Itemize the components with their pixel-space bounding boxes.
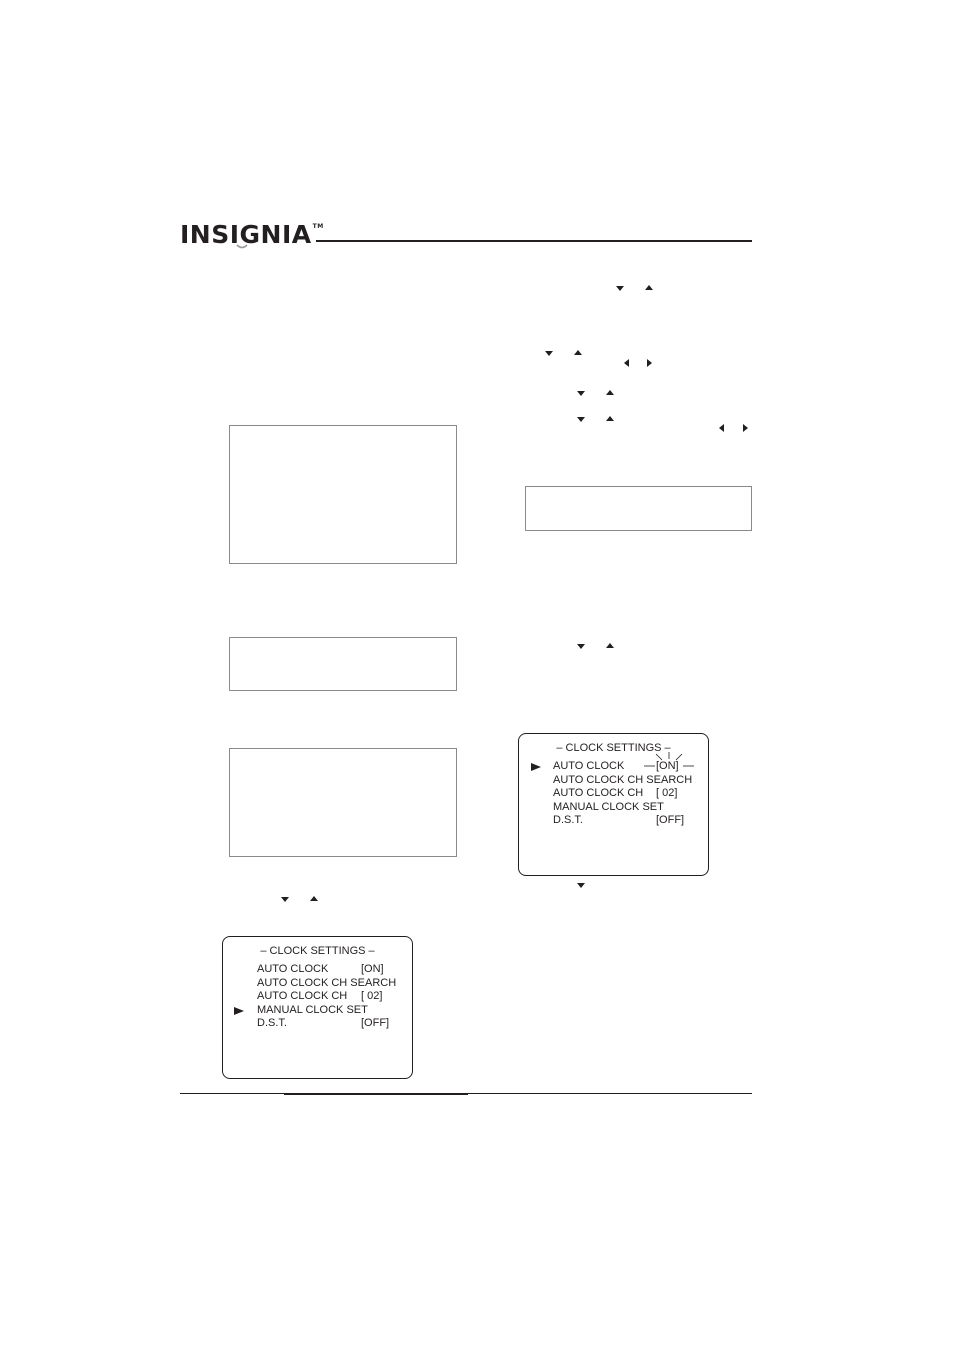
menu-item-dst: D.S.T.: [553, 814, 583, 826]
logo-swoosh-icon: [236, 243, 248, 251]
down-arrow-icon: [577, 883, 585, 888]
menu-value-dst: [OFF]: [656, 814, 685, 826]
up-arrow-icon: [606, 390, 614, 395]
menu-item-auto-clock-ch-search: AUTO CLOCK CH SEARCH: [553, 774, 693, 786]
down-arrow-icon: [577, 391, 585, 396]
right-arrow-icon: [647, 359, 652, 367]
figure-box-3: [229, 748, 457, 857]
header-rule: [316, 240, 752, 242]
menu-item-manual-clock-set: MANUAL CLOCK SET: [553, 801, 664, 813]
menu-value-auto-clock: [ON]: [361, 963, 384, 975]
down-arrow-icon: [545, 351, 553, 356]
trademark: TM: [312, 223, 324, 230]
footer-rule-accent: [284, 1093, 468, 1095]
menu-cursor-icon: [531, 763, 541, 771]
down-arrow-icon: [616, 286, 624, 291]
clock-settings-screen-right: [518, 733, 709, 876]
up-arrow-icon: [606, 643, 614, 648]
down-arrow-icon: [281, 897, 289, 902]
menu-value-dst: [OFF]: [361, 1017, 390, 1029]
menu-cursor-icon: [234, 1007, 244, 1015]
menu-item-auto-clock-ch: AUTO CLOCK CH: [553, 787, 644, 799]
figure-box-1: [229, 425, 457, 564]
menu-item-auto-clock-ch-search: AUTO CLOCK CH SEARCH: [257, 977, 397, 989]
screen-title: – CLOCK SETTINGS –: [556, 742, 671, 754]
menu-value-auto-clock-ch: [ 02]: [656, 787, 678, 799]
blinking-indicator-icon: [643, 751, 695, 771]
right-arrow-icon: [743, 424, 748, 432]
up-arrow-icon: [574, 350, 582, 355]
down-arrow-icon: [577, 644, 585, 649]
up-arrow-icon: [310, 896, 318, 901]
menu-item-auto-clock: AUTO CLOCK: [257, 963, 329, 975]
menu-item-manual-clock-set: MANUAL CLOCK SET: [257, 1004, 368, 1016]
menu-item-auto-clock-ch: AUTO CLOCK CH: [257, 990, 348, 1002]
down-arrow-icon: [577, 417, 585, 422]
screen-title: – CLOCK SETTINGS –: [260, 945, 375, 957]
menu-item-auto-clock: AUTO CLOCK: [553, 760, 625, 772]
menu-value-auto-clock-ch: [ 02]: [361, 990, 383, 1002]
menu-value-auto-clock: [ON]: [656, 760, 679, 772]
up-arrow-icon: [645, 285, 653, 290]
menu-item-dst: D.S.T.: [257, 1017, 287, 1029]
clock-settings-screen-left: [222, 936, 413, 1079]
up-arrow-icon: [606, 416, 614, 421]
insignia-logo: [180, 222, 324, 247]
left-arrow-icon: [719, 424, 724, 432]
figure-box-2: [229, 637, 457, 691]
left-arrow-icon: [624, 359, 629, 367]
brand-name: INSIGNIA: [180, 220, 312, 249]
figure-box-4: [525, 486, 752, 531]
